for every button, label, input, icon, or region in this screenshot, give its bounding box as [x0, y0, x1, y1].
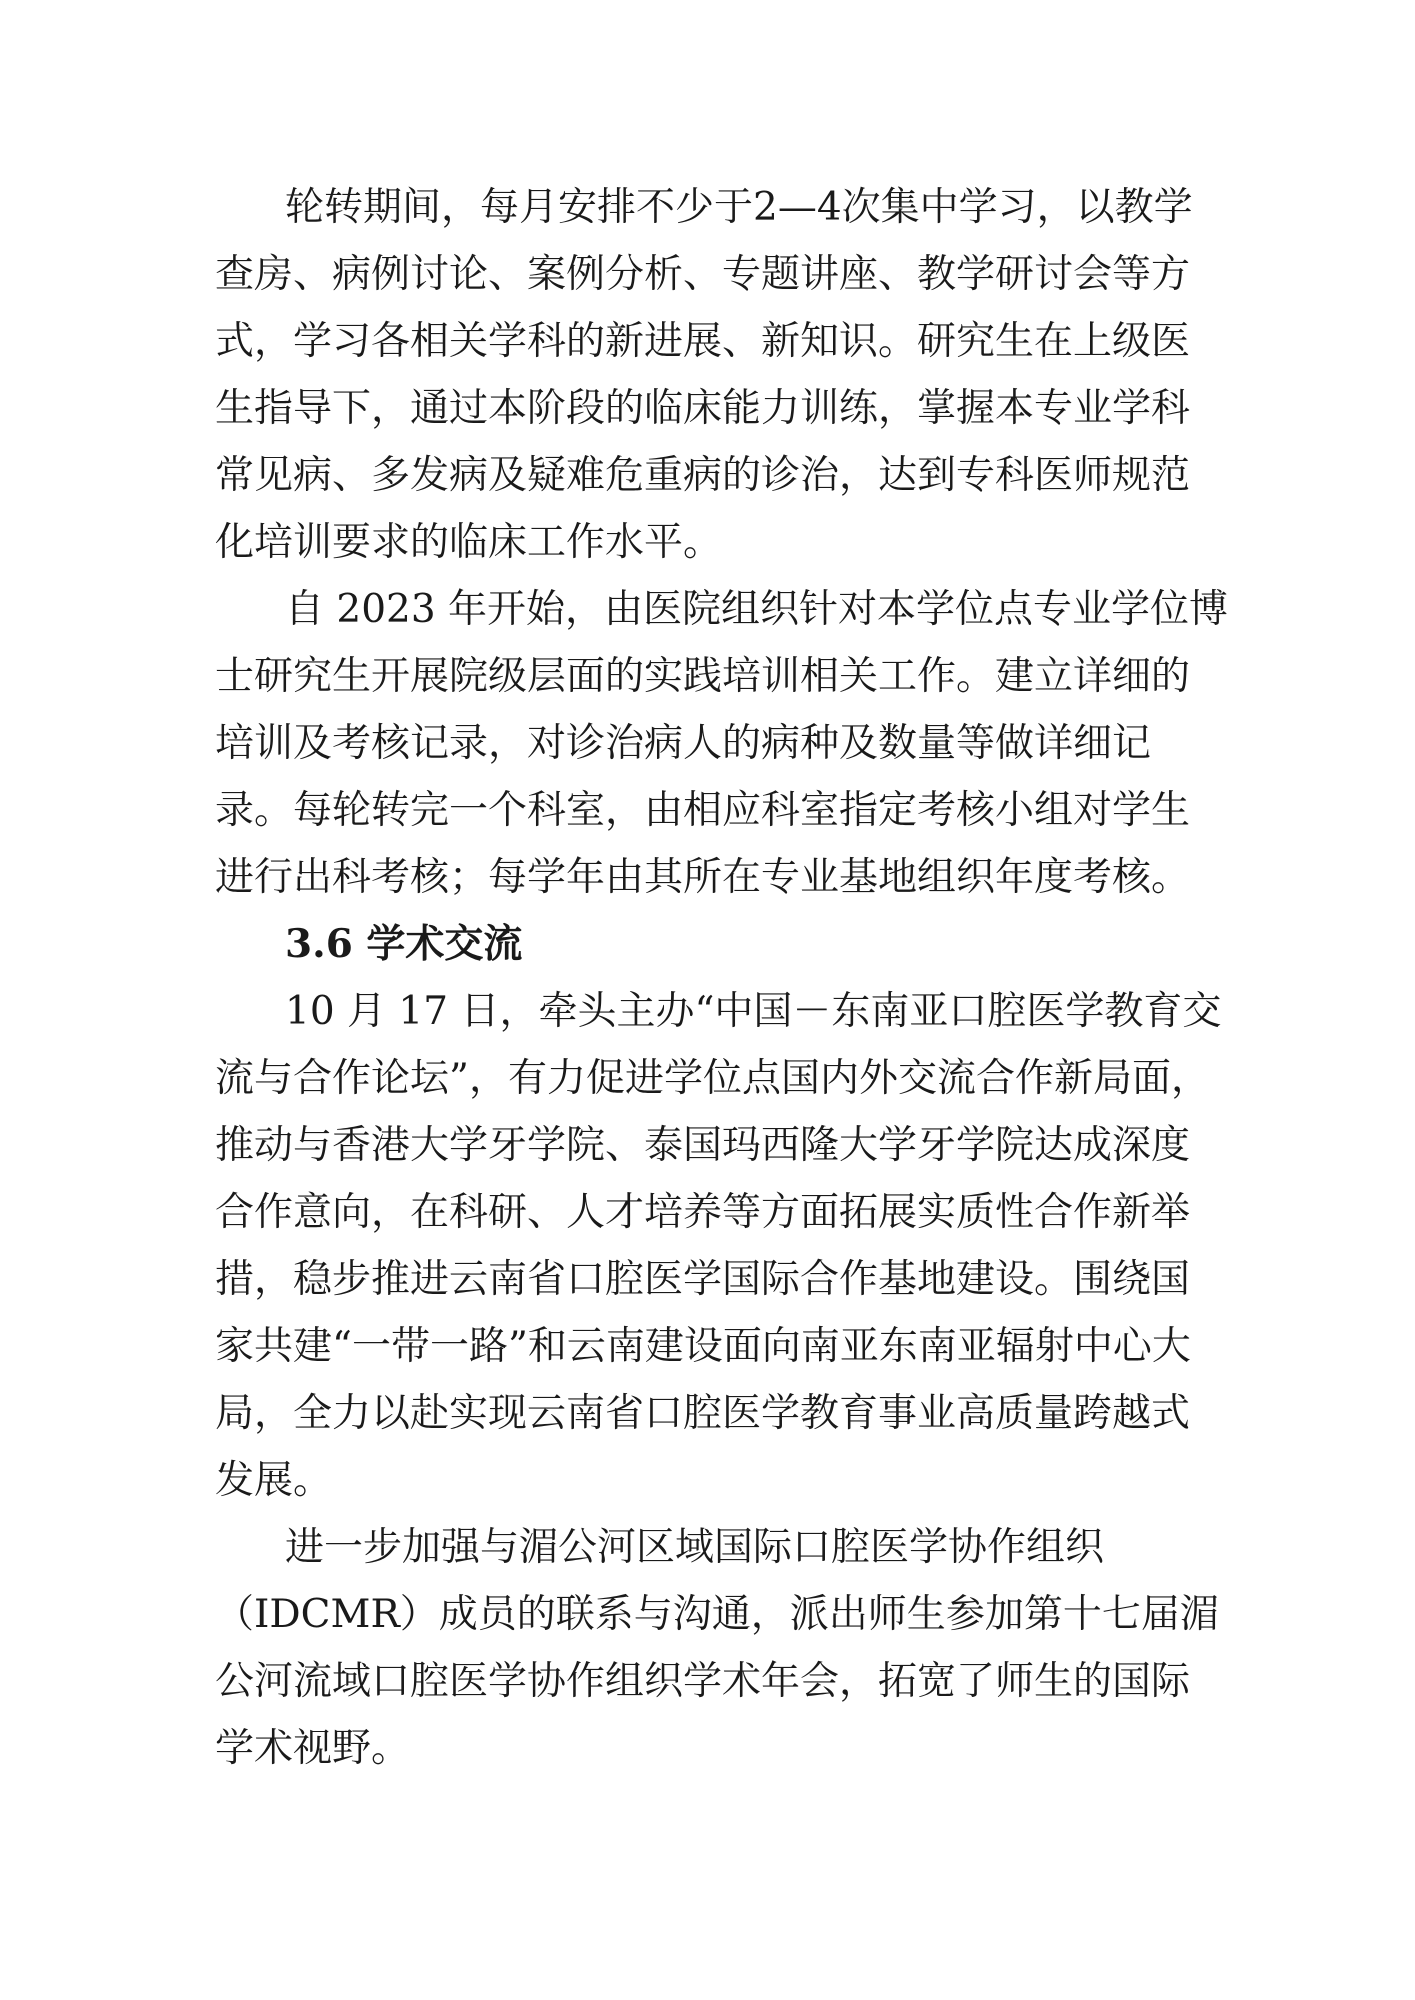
paragraph-2-line-3: 培训及考核记录，对诊治病人的病种及数量等做详细记: [215, 721, 1152, 766]
paragraph-3-line-4: 合作意向，在科研、人才培养等方面拓展实质性合作新举: [215, 1190, 1191, 1235]
paragraph-2-line-1: 自 2023 年开始，由医院组织针对本学位点专业学位博: [285, 587, 1229, 632]
paragraph-3-line-8: 发展。: [215, 1458, 333, 1503]
paragraph-1-line-6: 化培训要求的临床工作水平。: [215, 520, 723, 565]
paragraph-4-line-1: 进一步加强与湄公河区域国际口腔医学协作组织: [285, 1525, 1105, 1570]
paragraph-1-line-2: 查房、病例讨论、案例分析、专题讲座、教学研讨会等方: [215, 252, 1191, 297]
paragraph-3-line-2: 流与合作论坛”，有力促进学位点国内外交流合作新局面，: [215, 1056, 1210, 1101]
paragraph-3-line-6: 家共建“一带一路”和云南建设面向南亚东南亚辐射中心大: [215, 1324, 1191, 1369]
paragraph-3-line-1: 10 月 17 日，牵头主办“中国－东南亚口腔医学教育交: [285, 989, 1222, 1034]
paragraph-3-line-3: 推动与香港大学牙学院、泰国玛西隆大学牙学院达成深度: [215, 1123, 1191, 1168]
paragraph-2-line-5: 进行出科考核；每学年由其所在专业基地组织年度考核。: [215, 855, 1191, 900]
paragraph-1-line-5: 常见病、多发病及疑难危重病的诊治，达到专科医师规范: [215, 453, 1191, 498]
paragraph-1-line-1: 轮转期间，每月安排不少于2—4次集中学习，以教学: [285, 185, 1193, 230]
paragraph-4-line-3: 公河流域口腔医学协作组织学术年会，拓宽了师生的国际: [215, 1659, 1191, 1704]
paragraph-4-line-4: 学术视野。: [215, 1726, 411, 1771]
section-heading: 3.6 学术交流: [285, 921, 523, 967]
paragraph-2-line-2: 士研究生开展院级层面的实践培训相关工作。建立详细的: [215, 654, 1191, 699]
paragraph-1-line-4: 生指导下，通过本阶段的临床能力训练，掌握本专业学科: [215, 386, 1191, 431]
paragraph-3-line-7: 局，全力以赴实现云南省口腔医学教育事业高质量跨越式: [215, 1391, 1191, 1436]
paragraph-2-line-4: 录。每轮转完一个科室，由相应科室指定考核小组对学生: [215, 788, 1191, 833]
paragraph-4-line-2: （IDCMR）成员的联系与沟通，派出师生参加第十七届湄: [215, 1592, 1219, 1637]
paragraph-3-line-5: 措，稳步推进云南省口腔医学国际合作基地建设。围绕国: [215, 1257, 1191, 1302]
paragraph-1-line-3: 式，学习各相关学科的新进展、新知识。研究生在上级医: [215, 319, 1191, 364]
